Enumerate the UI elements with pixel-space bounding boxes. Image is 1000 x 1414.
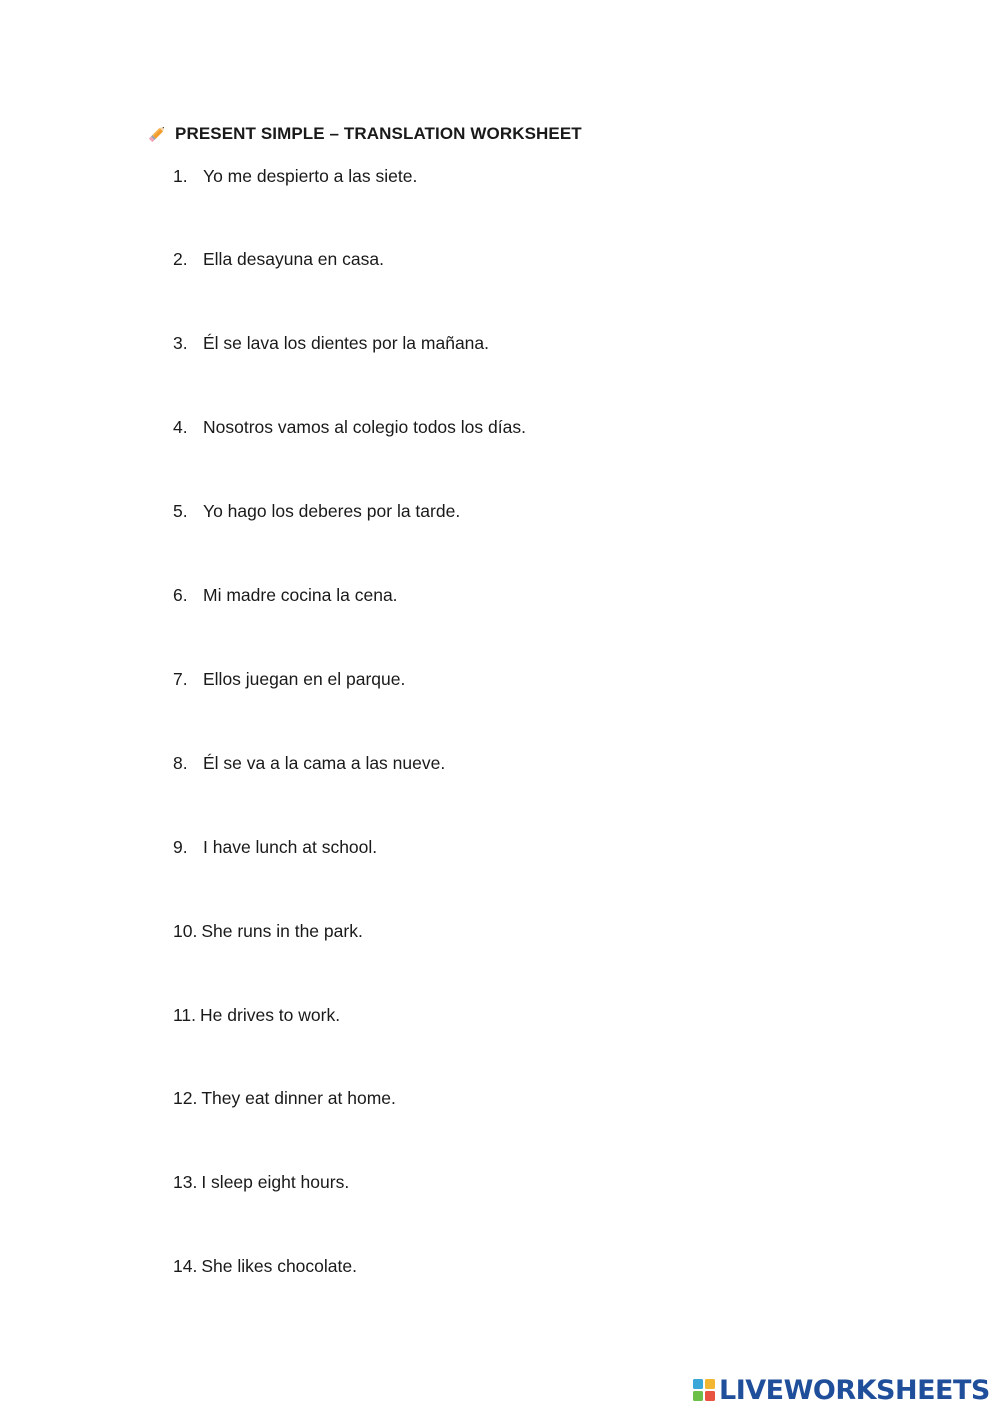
sentence-number: 2. (173, 249, 188, 270)
sentence-number: 8. (173, 752, 188, 773)
sentence-number: 9. (173, 836, 188, 857)
worksheet-header (145, 121, 582, 147)
sentence-number: 5. (173, 501, 188, 522)
sentence-item (173, 416, 526, 440)
sentence-number: 3. (173, 333, 188, 354)
sentence-item (173, 584, 398, 608)
sentence-text: Mi madre cocina la cena. (203, 585, 398, 605)
sentence-item (173, 1003, 340, 1027)
sentence-item (173, 332, 489, 356)
sentence-number: 13. (173, 1172, 198, 1193)
sentence-number: 6. (173, 585, 188, 605)
sentence-text: They eat dinner at home. (201, 1088, 396, 1109)
pencil-icon (145, 122, 169, 146)
sentence-text: I have lunch at school. (203, 836, 378, 857)
sentence-number: 7. (173, 668, 188, 689)
sentence-item (173, 1255, 357, 1279)
sentence-item (173, 835, 377, 859)
sentence-text: He drives to work. (200, 1004, 341, 1025)
sentence-number: 11. (173, 1004, 197, 1025)
sentence-item (173, 500, 460, 524)
worksheet-title: PRESENT SIMPLE – TRANSLATION WORKSHEET (175, 124, 582, 143)
sentence-item (173, 248, 384, 272)
sentence-text: Ella desayuna en casa. (203, 249, 384, 270)
sentence-number: 14. (173, 1256, 198, 1277)
sentence-item (173, 1087, 396, 1111)
sentence-item (173, 667, 405, 691)
sentence-text: Yo me despierto a las siete. (203, 165, 418, 186)
sentence-text: Ellos juegan en el parque. (203, 668, 406, 689)
sentence-text: Él se va a la cama a las nueve. (203, 752, 446, 773)
sentence-item (173, 1171, 349, 1195)
sentence-text: Nosotros vamos al colegio todos los días. (203, 417, 526, 438)
sentence-text: She likes chocolate. (201, 1256, 357, 1277)
sentence-number: 1. (173, 165, 188, 186)
sentence-text: Yo hago los deberes por la tarde. (203, 501, 461, 522)
liveworksheets-logo-icon (692, 1378, 716, 1402)
sentence-number: 4. (173, 417, 188, 438)
footer-brand (692, 1374, 990, 1406)
sentence-text: She runs in the park. (201, 920, 363, 941)
sentence-number: 10. (173, 920, 198, 941)
sentence-text: Él se lava los dientes por la mañana. (203, 333, 489, 354)
brand-name: LIVEWORKSHEETS (719, 1374, 990, 1406)
sentence-item (173, 164, 417, 188)
sentence-text: I sleep eight hours. (201, 1172, 350, 1193)
sentence-item (173, 919, 363, 943)
sentence-item (173, 751, 445, 775)
sentence-number: 12. (173, 1088, 198, 1109)
